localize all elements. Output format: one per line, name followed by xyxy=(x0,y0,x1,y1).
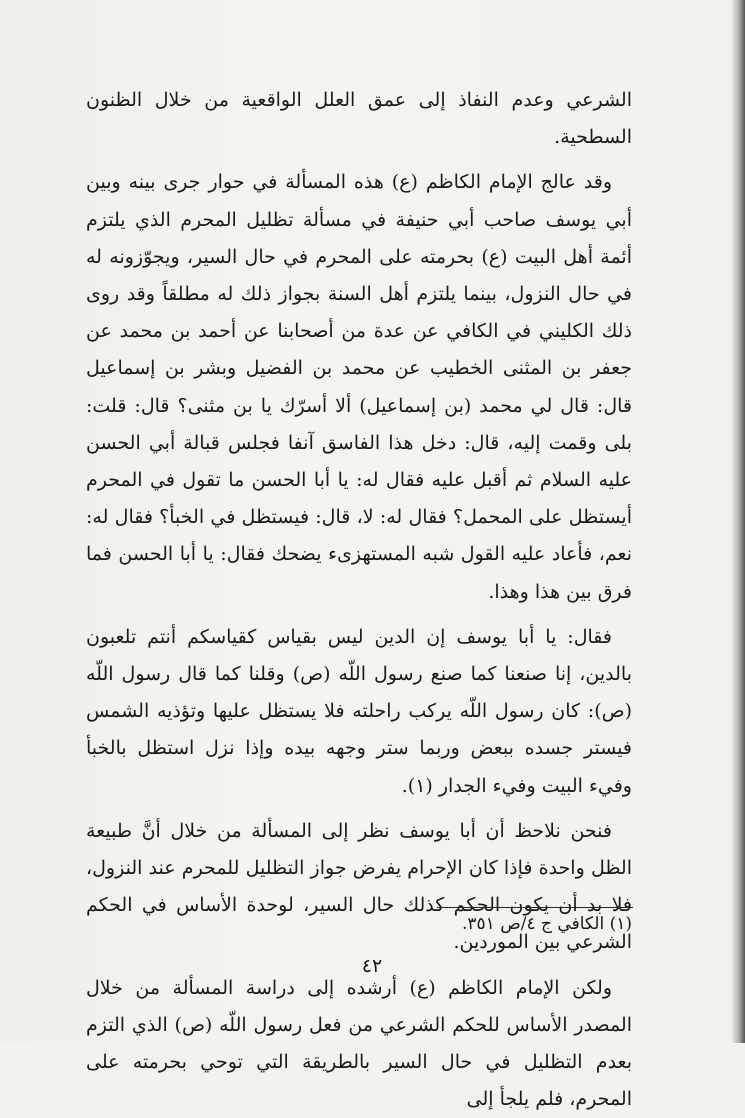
book-spine-shadow xyxy=(731,0,745,1043)
page-number: ٤٢ xyxy=(361,955,383,977)
paragraph-5: ولكن الإمام الكاظم (ع) أرشده إلى دراسة المسألة من خلال المصدر الأساس للحكم الشرعي من فعل رسول اللّه (ص) الذي التزم بعدم التظليل في حال السير بالطريقة التي توحي بحرمته على المحرم، فلم يلجأ إلى xyxy=(86,976,632,1111)
footnote: (١) الكافي ج ٤/ص ٣٥١. xyxy=(461,914,632,934)
paragraph-2: وقد عالج الإمام الكاظم (ع) هذه المسألة في حوار جرى بينه وبين أبي يوسف صاحب أبي حنيفة في مسألة تظليل المحرم الذي يلتزم أئمة أهل البيت (ع) بحرمته على المحرم في حال السير، ويجوّزونه له في حال النزول، بينما يلتزم أهل السنة بجواز ذلك له مطلقاً وقد روى ذلك الكليني في الكافي عن عدة من أصحابنا عن أحمد بن محمد عن جعفر بن المثنى الخطيب عن محمد بن الفضيل وبشر بن إسماعيل قال: قال لي محمد (بن إسماعيل) ألا أسرّك يا بن مثنى؟ قال: قلت: بلى وقمت إليه، قال: دخل هذا الفاسق آنفا فجلس قبالة أبي الحسن عليه السلام ثم أقبل عليه فقال له: يا أبا الحسن ما تقول في المحرم أيستظل على المحمل؟ فقال له: لا، قال: فيستظل في الخبأ؟ فقال له: نعم، فأعاد عليه القول شبه المستهزىء يضحك فقال: يا أبا الحسن فما فرق بين هذا وهذا. xyxy=(86,171,632,603)
paragraph-1: الشرعي وعدم النفاذ إلى عمق العلل الواقعية من خلال الظنون السطحية. xyxy=(86,89,632,149)
paragraph-3: فقال: يا أبا يوسف إن الدين ليس بقياس كقياسكم أنتم تلعبون بالدين، إنا صنعنا كما صنع رسول اللّه (ص) وقلنا كما قال رسول اللّه (ص): كان رسول اللّه يركب راحلته فلا يستظل عليها وتؤذيه الشمس فيستر جسده ببعض وربما ستر وجهه بيده وإذا نزل استظل بالخبأ وفيء البيت وفيء الجدار (١). xyxy=(86,625,632,797)
footnote-divider xyxy=(437,907,633,908)
paragraph-4: فنحن نلاحظ أن أبا يوسف نظر إلى المسألة من خلال أنَّ طبيعة الظل واحدة فإذا كان الإحرام يفرض جواز التظليل للمحرم عند النزول، فلا بد أن يكون الحكم كذلك حال السير، لوحدة الأساس في الحكم الشرعي بين الموردين. xyxy=(86,819,632,954)
